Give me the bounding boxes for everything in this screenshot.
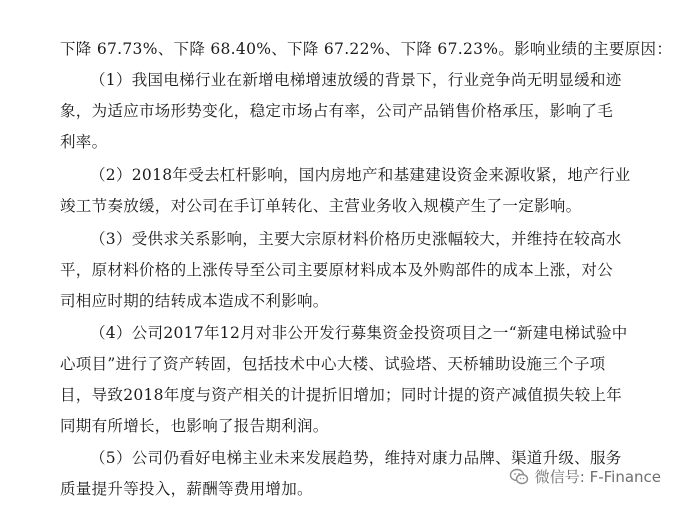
paragraph-line: （2）2018年受去杠杆影响，国内房地产和基建建设资金来源收紧，地产行业 [90,166,631,184]
paragraph-line: 平，原材料价格的上涨传导至公司主要原材料成本及外购部件的成本上涨，对公 [60,261,614,279]
paragraph-line: （3）受供求关系影响，主要大宗原材料价格历史涨幅较大，并维持在较高水 [90,230,622,248]
paragraph-line: 心项目”进行了资产转固，包括技术中心大楼、试验塔、天桥辅助设施三个子项 [60,355,606,373]
paragraph-line: 利率。 [60,133,108,151]
paragraph-line: 同期有所增长，也影响了报告期利润。 [60,417,329,435]
wechat-icon [509,467,529,487]
paragraph-line: （1）我国电梯行业在新增电梯增速放缓的背景下，行业竞争尚无明显缓和迹 [90,71,622,89]
paragraph-line: 质量提升等投入，薪酬等费用增加。 [60,480,313,498]
paragraph-line: 象，为适应市场形势变化，稳定市场占有率，公司产品销售价格承压，影响了毛 [60,102,614,120]
paragraph-line: （5）公司仍看好电梯主业未来发展趋势，维持对康力品牌、渠道升级、服务 [90,449,622,467]
wechat-watermark [509,466,661,487]
watermark-text: 微信号: F-Finance [534,468,661,486]
paragraph-line: 司相应时期的结转成本造成不利影响。 [60,292,329,310]
paragraph-line: 竣工节奏放缓，对公司在手订单转化、主营业务收入规模产生了一定影响。 [60,197,582,215]
paragraph-line: （4）公司2017年12月对非公开发行募集资金投资项目之一“新建电梯试验中 [90,324,628,342]
paragraph-line: 目，导致2018年度与资产相关的计提折旧增加；同时计提的资产减值损失较上年 [60,386,623,404]
paragraph-line: 下降 67.73%、下降 68.40%、下降 67.22%、下降 67.23%。影响业绩的主要原因： [60,40,673,58]
